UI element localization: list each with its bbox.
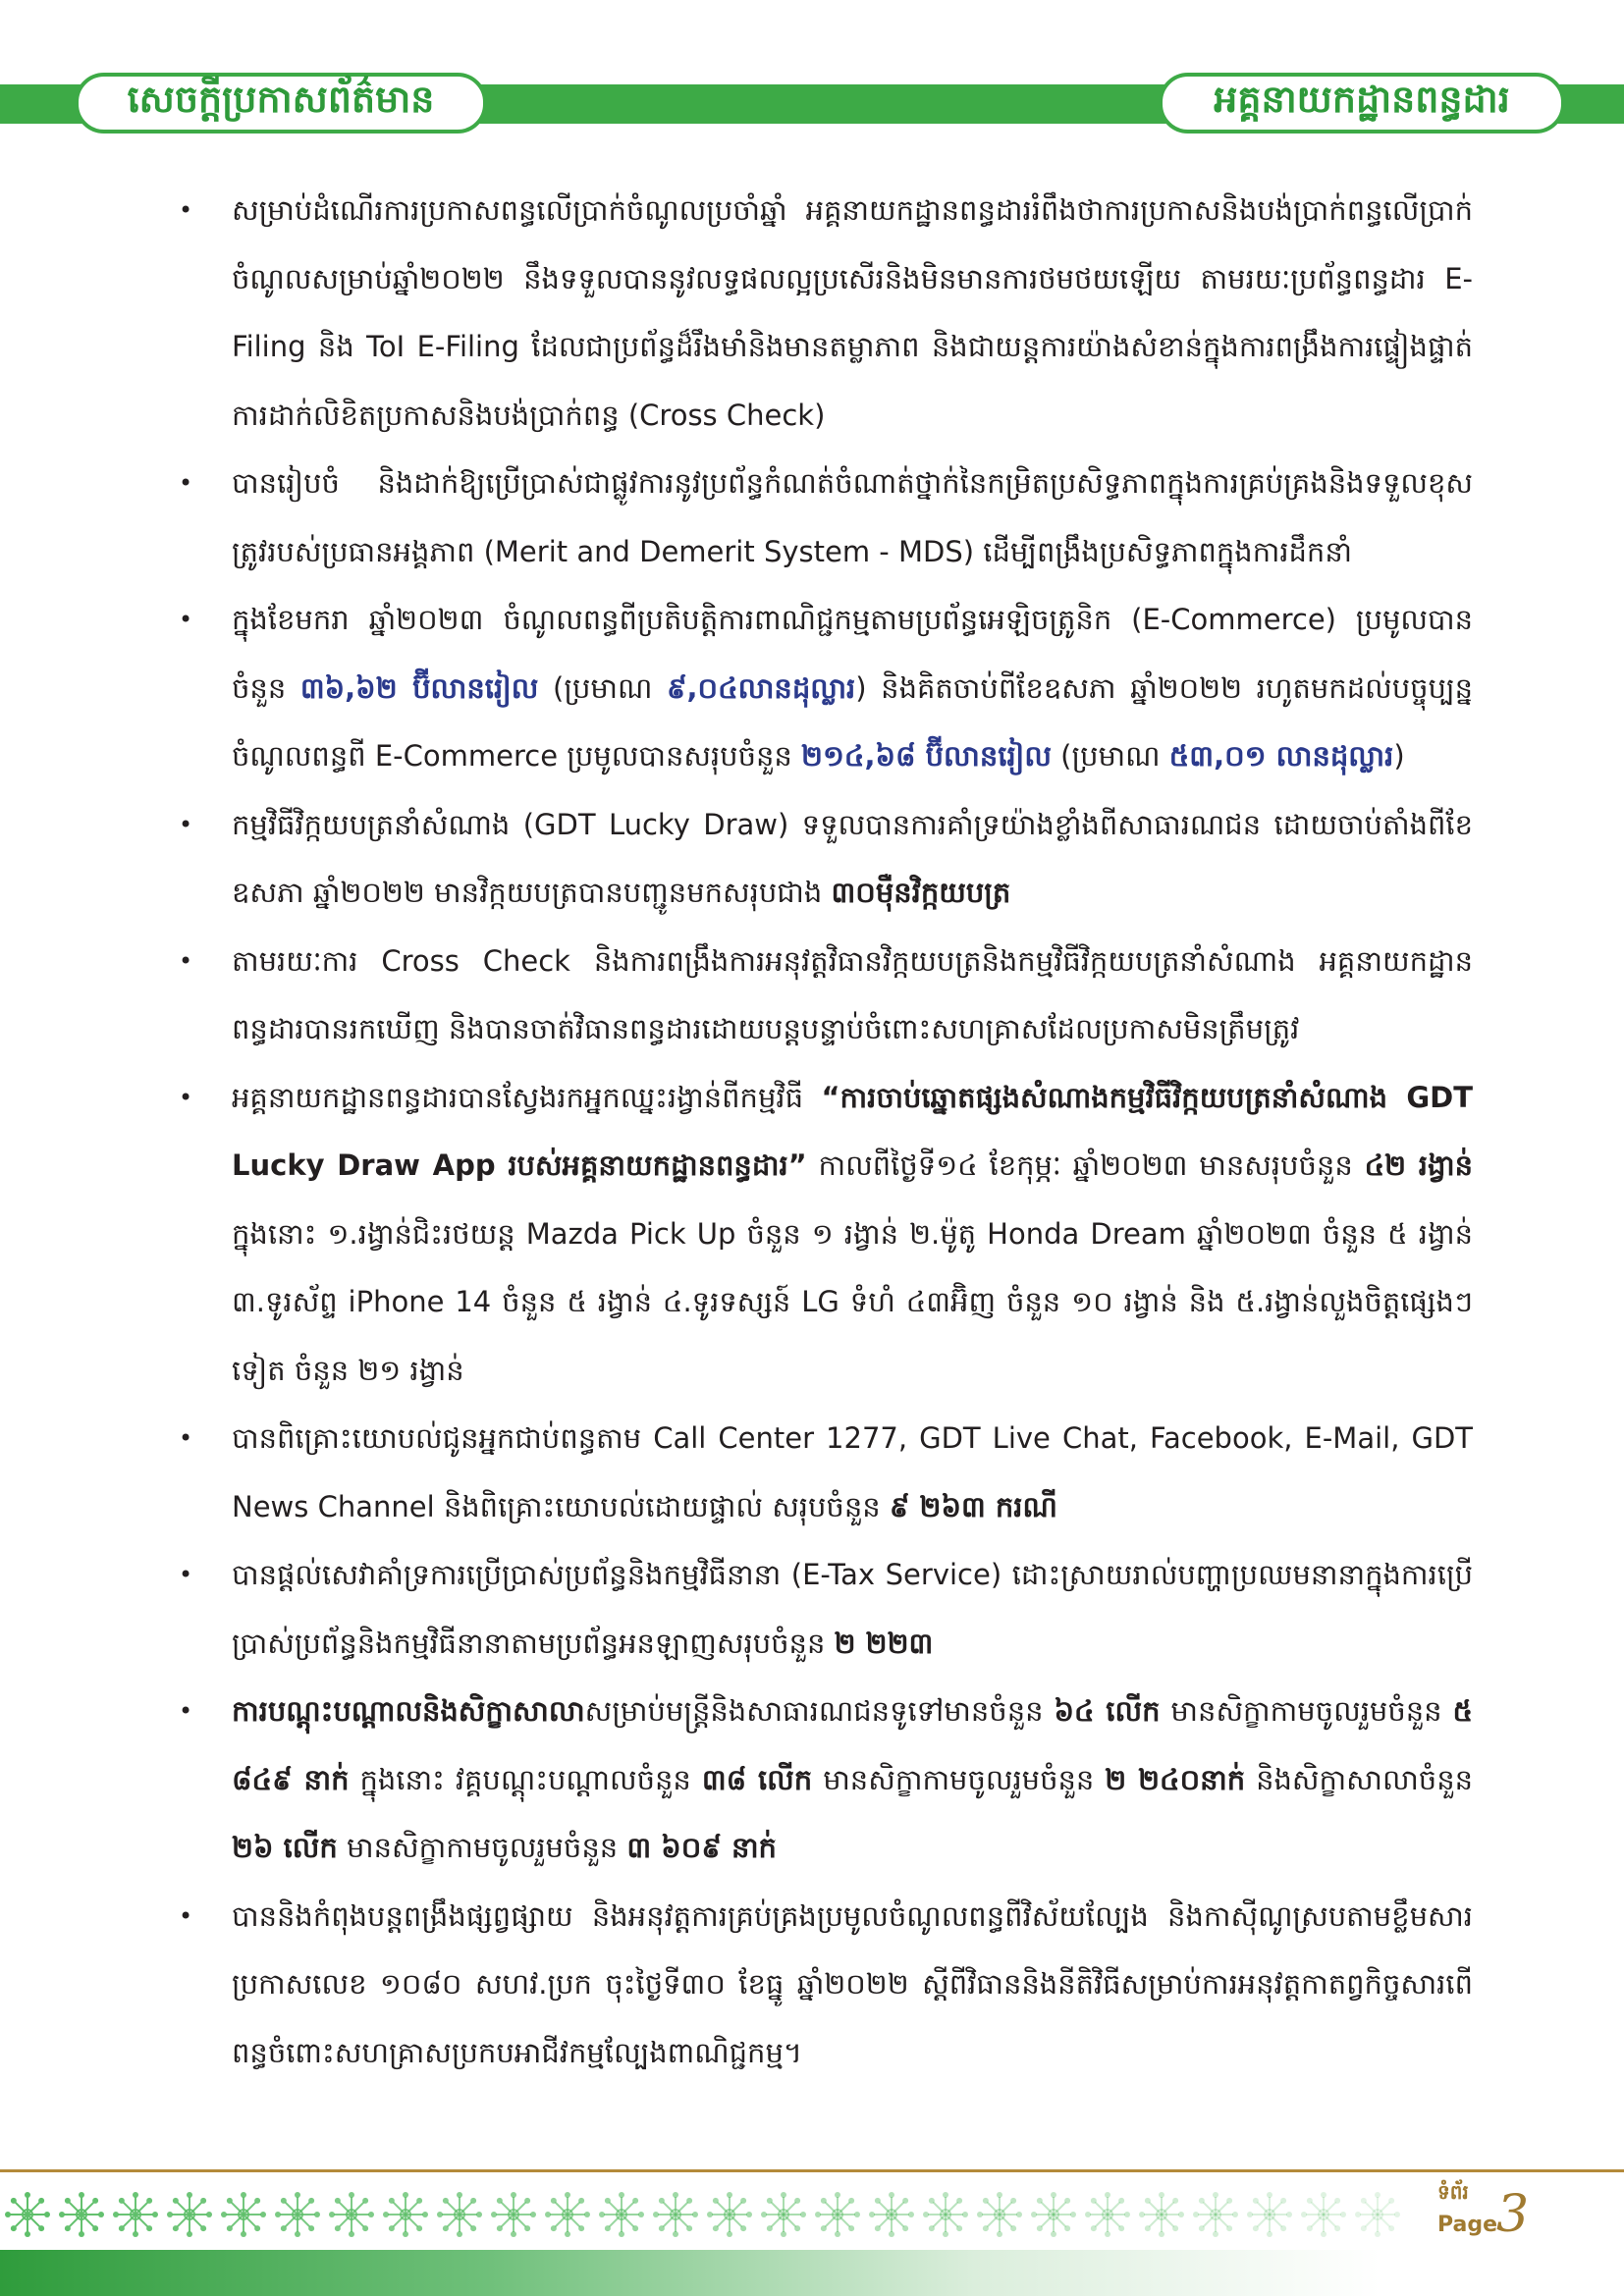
ornament-icon: [275, 2192, 320, 2237]
list-item-text: កាលពីថ្ងៃទី១៤ ខែកុម្ភៈ ឆ្នាំ២០២៣ មានសរុបចំនួន: [806, 1148, 1365, 1182]
list-item-text: ២ ២៤០នាក់: [1105, 1762, 1246, 1796]
list-item-text: ៩ ២៦៣ ករណី: [889, 1489, 1057, 1523]
ornament-icon: [869, 2192, 914, 2237]
list-item-text: ) និងគិតចាប់ពីខែឧសភា ឆ្នាំ២០២២ រហូតមកដល់បច្ចុប្បន្ន ចំណូលពន្ធពី E-Commerce ប្រមូលបានសរុបចំនួន: [232, 670, 1473, 773]
list-item-text: ៤២ រង្វាន់: [1364, 1148, 1473, 1182]
list-item-text: ២៦ លើក: [232, 1831, 338, 1864]
list-item-text: ៩,០៤លានដុល្លារ: [666, 670, 856, 705]
list-item-text: បានពិគ្រោះយោបល់ជូនអ្នកជាប់ពន្ធតាម Call Center 1277, GDT Live Chat, Facebook, E-Mail, GDT News Channel និងពិគ្រោះយោបល់ដោយផ្ទាល់ សរុបចំនួន: [232, 1421, 1473, 1523]
list-item-text: ៣៨ លើក: [701, 1762, 813, 1796]
main-content: [167, 177, 1473, 2087]
list-item: [167, 928, 1473, 1064]
list-item-text: ក្នុងខែមករា ឆ្នាំ២០២៣ ចំណូលពន្ធពីប្រតិបត្តិការពាណិជ្ជកម្មតាមប្រព័ន្ធអេឡិចត្រូនិក (E-Commerce) ប្រមូលបានចំនួន: [232, 603, 1473, 705]
bullet-list: [167, 177, 1473, 2087]
list-item: [167, 1541, 1473, 1678]
footer-rule: [0, 2169, 1624, 2172]
ornament-icon: [815, 2192, 860, 2237]
list-item: [167, 1405, 1473, 1541]
list-item-text: ៣០ម៉ឺនវិក្កយបត្រ: [831, 876, 1011, 909]
list-item: [167, 177, 1473, 450]
header-tab-right: [1159, 73, 1565, 133]
ornament-icon: [761, 2192, 806, 2237]
list-item: [167, 791, 1473, 928]
list-item-text: ): [1393, 739, 1405, 773]
ornament-icon: [59, 2192, 104, 2237]
list-item-text: និងសិក្ខាសាលាចំនួន: [1245, 1762, 1474, 1796]
list-item-text: ២១៤,៦៨ ប៊ីលានរៀល: [801, 739, 1052, 773]
list-item: [167, 450, 1473, 586]
list-item: [167, 1064, 1473, 1406]
list-item: [167, 1678, 1473, 1883]
page-number: 3: [1496, 2185, 1530, 2244]
ornament-icon: [653, 2192, 698, 2237]
ornament-icon: [1085, 2192, 1130, 2237]
list-item-text: បាននិងកំពុងបន្តពង្រឹងផ្សព្វផ្សាយ និងអនុវត្តការគ្រប់គ្រងប្រមូលចំណូលពន្ធពីវិស័យល្បែង និងកាស៊ីណូស្របតាមខ្លឹមសារប្រកាសលេខ ១០៨០ សហវ.ប្រក ចុះថ្ងៃទី៣០ ខែធ្នូ ឆ្នាំ២០២២ ស្តីពីវិធាននិងនីតិវិធីសម្រាប់ការអនុវត្តកាតព្វកិច្ចសារពើពន្ធចំពោះសហគ្រាសប្រកបអាជីវកម្មល្បែងពាណិជ្ជកម្ម។: [232, 1898, 1473, 2069]
list-item-text: សម្រាប់ដំណើរការប្រកាសពន្ធលើប្រាក់ចំណូលប្រចាំឆ្នាំ អគ្គនាយកដ្ឋានពន្ធដាររំពឹងថាការប្រកាសនិងបង់ប្រាក់ពន្ធលើប្រាក់ចំណូលសម្រាប់ឆ្នាំ២០២២ នឹងទទួលបាននូវលទ្ធផលល្អប្រសើរនិងមិនមានការថមថយឡើយ តាមរយៈប្រព័ន្ធពន្ធដារ E-Filing និង ToI E-Filing ដែលជាប្រព័ន្ធដ៏រឹងមាំនិងមានតម្លាភាព និងជាយន្តការយ៉ាងសំខាន់ក្នុងការពង្រឹងការផ្ទៀងផ្ទាត់ការដាក់លិខិតប្រកាសនិងបង់ប្រាក់ពន្ធ (Cross Check): [232, 193, 1473, 432]
ornament-icon: [383, 2192, 428, 2237]
list-item-text: តាមរយៈការ Cross Check និងការពង្រឹងការអនុវត្តវិធានវិក្កយបត្រនិងកម្មវិធីវិក្កយបត្រនាំសំណាង អគ្គនាយកដ្ឋានពន្ធដារបានរកឃើញ និងបានចាត់វិធានពន្ធដារដោយបន្តបន្ទាប់ចំពោះសហគ្រាសដែលប្រកាសមិនត្រឹមត្រូវ: [232, 943, 1473, 1045]
list-item-text: បានរៀបចំ និងដាក់ឱ្យប្រើប្រាស់ជាផ្លូវការនូវប្រព័ន្ធកំណត់ចំណាត់ថ្នាក់នៃកម្រិតប្រសិទ្ធភាពក្នុងការគ្រប់គ្រងនិងទទួលខុសត្រូវរបស់ប្រធានអង្គភាព (Merit and Demerit System - MDS) ដើម្បីពង្រឹងប្រសិទ្ធភាពក្នុងការដឹកនាំ: [232, 466, 1473, 568]
ornament-icon: [491, 2192, 536, 2237]
list-item-text: សម្រាប់មន្ត្រីនិងសាធារណជនទូទៅមានចំនួន: [584, 1694, 1055, 1728]
ornament-icon: [113, 2192, 158, 2237]
list-item-text: ការបណ្តុះបណ្តាលនិងសិក្ខាសាលា: [232, 1694, 585, 1728]
list-item: [167, 586, 1473, 791]
ornament-icon: [977, 2192, 1022, 2237]
list-item-text: (ប្រមាណ: [1051, 739, 1169, 773]
ornament-icon: [1139, 2192, 1184, 2237]
ornament-icon: [1247, 2192, 1292, 2237]
ornament-icon: [5, 2192, 50, 2237]
header-left-title: សេចក្តីប្រកាសព័ត៌មាន: [127, 78, 435, 121]
list-item-text: អគ្គនាយកដ្ឋានពន្ធដារបានស្វែងរកអ្នកឈ្នះរង្វាន់ពីកម្មវិធី: [232, 1080, 822, 1114]
list-item-text: ២ ២២៣: [834, 1626, 934, 1660]
list-item-text: ៣ ៦០៩ នាក់: [626, 1831, 777, 1864]
ornament-icon: [0, 2185, 1414, 2244]
list-item: [167, 1883, 1473, 2088]
ornament-icon: [221, 2192, 266, 2237]
list-item-text: ៦៤ លើក: [1054, 1694, 1161, 1728]
page-indicator: [1437, 2179, 1555, 2248]
list-item-text: បានផ្តល់សេវាគាំទ្រការប្រើប្រាស់ប្រព័ន្ធនិងកម្មវិធីនានា (E-Tax Service) ដោះស្រាយរាល់បញ្ហាប្រឈមនានាក្នុងការប្រើប្រាស់ប្រព័ន្ធនិងកម្មវិធីនានាតាមប្រព័ន្ធអនឡាញសរុបចំនួន: [232, 1558, 1473, 1660]
ornament-icon: [707, 2192, 752, 2237]
ornament-icon: [545, 2192, 590, 2237]
list-item-text: (ប្រមាណ: [538, 670, 667, 705]
list-item-text: ៥ ៨៤៩ នាក់: [232, 1694, 1473, 1796]
ornament-icon: [923, 2192, 968, 2237]
list-item-text: ក្នុងនោះ ១.រង្វាន់ជិះរថយន្ត Mazda Pick Up ចំនួន ១ រង្វាន់ ២.ម៉ូតូ Honda Dream ឆ្នាំ២០២៣ ចំនួន ៥ រង្វាន់ ៣.ទូរស័ព្ទ iPhone 14 ចំនួន ៥ រង្វាន់ ៤.ទូរទស្សន៍ LG ទំហំ ៤៣អ៊ិញ ចំនួន ១០ រង្វាន់ និង ៥.រង្វាន់លួងចិត្តផ្សេងៗទៀត ចំនួន ២១ រង្វាន់: [232, 1216, 1473, 1387]
ornament-icon: [1355, 2192, 1400, 2237]
footer-ornament-pattern: [0, 2185, 1414, 2244]
header-tab-left: [75, 73, 487, 133]
list-item-text: ៥៣,០១ លានដុល្លារ: [1168, 739, 1394, 773]
list-item-text: មានសិក្ខាកាមចូលរួមចំនួន: [337, 1831, 627, 1864]
ornament-icon: [599, 2192, 644, 2237]
list-item-text: ៣៦,៦២ ប៊ីលានរៀល: [299, 670, 539, 705]
ornament-icon: [1301, 2192, 1346, 2237]
list-item-text: “ការចាប់ឆ្នោតផ្សងសំណាងកម្មវិធីវិក្កយបត្រនាំសំណាង GDT Lucky Draw App របស់អគ្គនាយកដ្ឋានពន្ធដារ”: [232, 1080, 1473, 1182]
list-item-text: មានសិក្ខាកាមចូលរួមចំនួន: [1160, 1694, 1453, 1728]
footer-gradient-band: [0, 2250, 1624, 2296]
ornament-icon: [167, 2192, 212, 2237]
list-item-text: មានសិក្ខាកាមចូលរួមចំនួន: [812, 1762, 1106, 1796]
header-right-title: អគ្គនាយកដ្ឋានពន្ធដារ: [1214, 78, 1510, 121]
page-label-en: Page: [1437, 2213, 1498, 2237]
list-item-text: ក្នុងនោះ វគ្គបណ្តុះបណ្តាលចំនួន: [349, 1762, 702, 1796]
ornament-icon: [1193, 2192, 1238, 2237]
ornament-icon: [437, 2192, 482, 2237]
ornament-icon: [1031, 2192, 1076, 2237]
page-label-kh: ទំព័រ: [1437, 2180, 1469, 2204]
ornament-icon: [329, 2192, 374, 2237]
list-item-text: កម្មវិធីវិក្កយបត្រនាំសំណាង (GDT Lucky Draw) ទទួលបានការគាំទ្រយ៉ាងខ្លាំងពីសាធារណជន ដោយចាប់តាំងពីខែឧសភា ឆ្នាំ២០២២ មានវិក្កយបត្របានបញ្ជូនមកសរុបជាង: [232, 807, 1473, 909]
